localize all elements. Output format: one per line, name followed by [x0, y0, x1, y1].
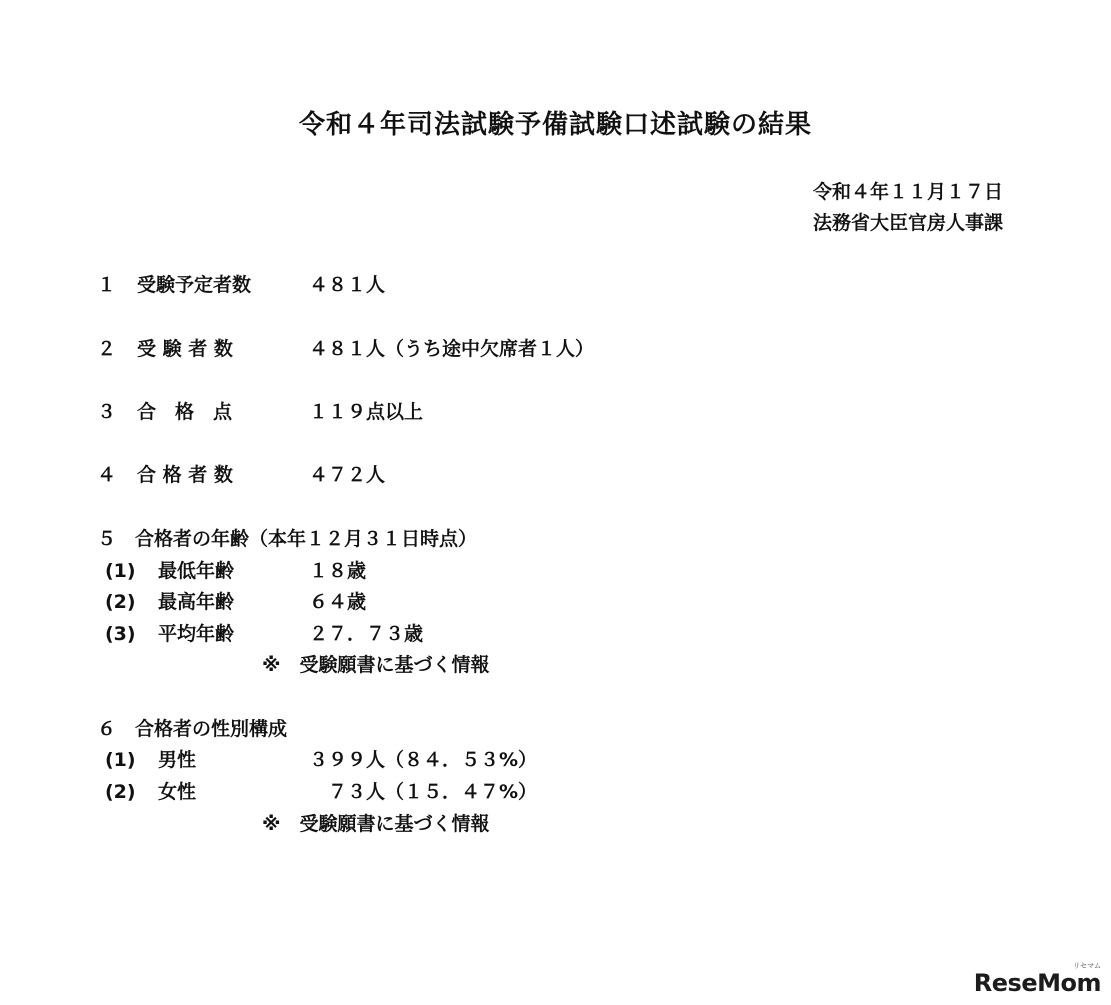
section-6-item-2-label: 女性 — [158, 781, 197, 803]
resemom-logo: ReseMom — [973, 969, 1101, 997]
section-6-note: ※ 受験願書に基づく情報 — [262, 813, 490, 835]
section-3-label: 合 格 点 — [137, 401, 233, 423]
document-date: 令和４年１１月１７日 — [812, 181, 1003, 203]
section-3-value: １１９点以上 — [309, 401, 424, 423]
page-title: 令和４年司法試験予備試験口述試験の結果 — [298, 110, 812, 140]
section-4-num: ４ — [97, 464, 117, 486]
section-5-item-3-num: (3) — [105, 623, 136, 645]
document-issuer: 法務省大臣官房人事課 — [812, 212, 1003, 234]
section-5-item-3-value: ２７．７３歳 — [309, 623, 424, 645]
document-header — [813, 177, 1003, 239]
section-6-heading: ６ 合格者の性別構成 — [97, 718, 288, 740]
section-2-num: ２ — [97, 338, 117, 360]
section-4-value: ４７２人 — [309, 464, 386, 486]
section-6-item-1-value: ３９９人（８４．５３%） — [309, 749, 538, 771]
section-5-item-1-value: １８歳 — [309, 560, 367, 582]
section-4-label: 合 格 者 数 — [137, 464, 233, 486]
section-5-item-2-label: 最高年齢 — [158, 591, 235, 613]
resemom-logo-tag: リセマム — [1073, 962, 1101, 970]
section-2-value: ４８１人（うち途中欠席者１人） — [309, 338, 595, 360]
section-1-label: 受験予定者数 — [137, 274, 252, 296]
section-5-item-2-num: (2) — [105, 591, 136, 613]
section-1-num: １ — [97, 274, 117, 296]
section-1-value: ４８１人 — [309, 274, 386, 296]
section-5-item-1-label: 最低年齢 — [158, 560, 235, 582]
section-5-heading: ５ 合格者の年齢（本年１２月３１日時点） — [97, 528, 478, 550]
section-2-label: 受 験 者 数 — [137, 338, 233, 360]
section-6-item-2-value: ７３人（１５．４７%） — [309, 781, 538, 803]
section-5-note: ※ 受験願書に基づく情報 — [262, 654, 490, 676]
section-5-item-2-value: ６４歳 — [309, 591, 367, 613]
section-6-item-1-label: 男性 — [158, 749, 197, 771]
section-6-item-1-num: (1) — [105, 749, 136, 771]
section-5-item-1-num: (1) — [105, 560, 136, 582]
section-3-num: ３ — [97, 401, 117, 423]
section-5-item-3-label: 平均年齢 — [158, 623, 235, 645]
section-6-item-2-num: (2) — [105, 781, 136, 803]
